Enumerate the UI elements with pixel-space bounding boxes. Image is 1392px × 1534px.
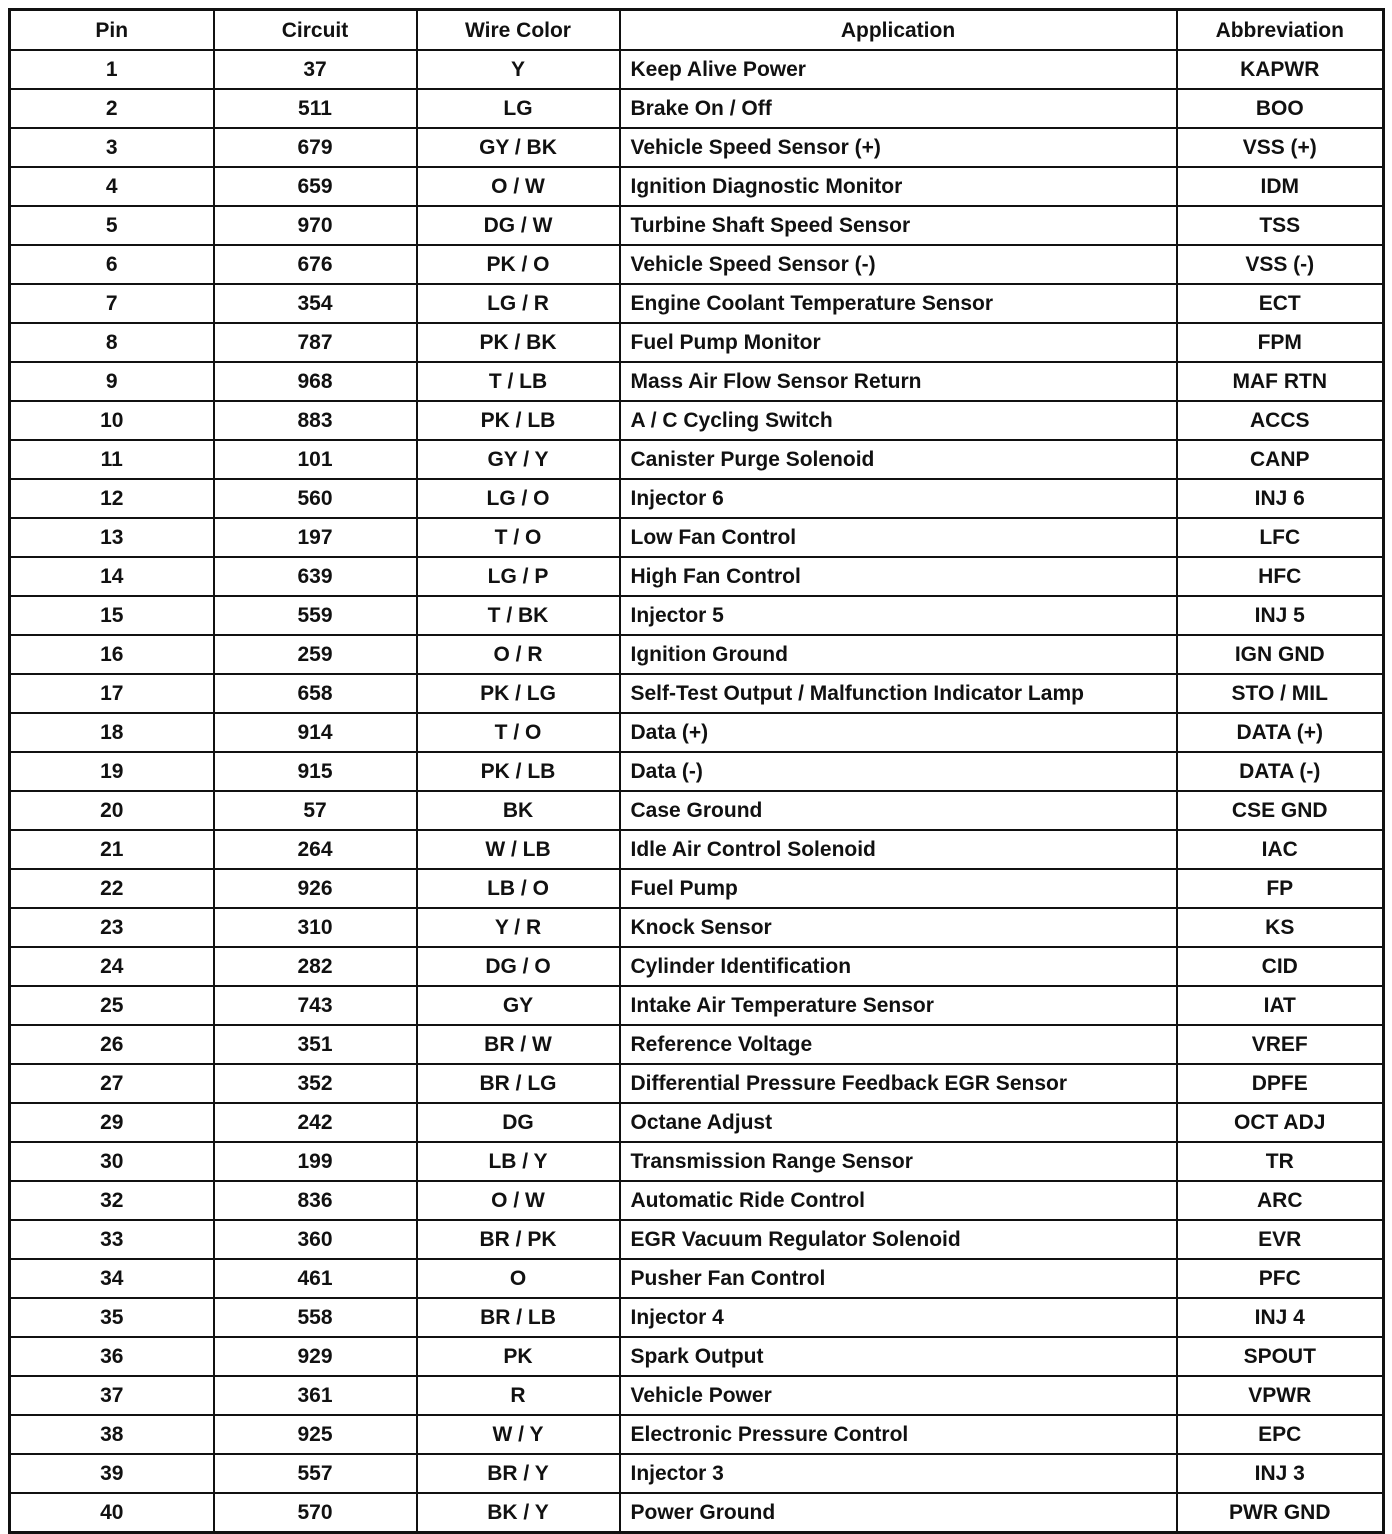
wire-color-cell: PK — [417, 1337, 620, 1376]
pin-cell: 38 — [10, 1415, 214, 1454]
table-row — [10, 1103, 1384, 1142]
wire-color-cell: BR / W — [417, 1025, 620, 1064]
application-cell: Differential Pressure Feedback EGR Sensor — [620, 1064, 1177, 1103]
circuit-cell: 926 — [214, 869, 417, 908]
abbreviation-cell: PWR GND — [1177, 1493, 1384, 1533]
circuit-cell: 970 — [214, 206, 417, 245]
wire-color-cell: W / Y — [417, 1415, 620, 1454]
application-cell: EGR Vacuum Regulator Solenoid — [620, 1220, 1177, 1259]
abbreviation-cell: OCT ADJ — [1177, 1103, 1384, 1142]
abbreviation-cell: ECT — [1177, 284, 1384, 323]
circuit-cell: 360 — [214, 1220, 417, 1259]
pin-cell: 24 — [10, 947, 214, 986]
pin-cell: 32 — [10, 1181, 214, 1220]
application-cell: A / C Cycling Switch — [620, 401, 1177, 440]
wire-color-cell: LB / Y — [417, 1142, 620, 1181]
wire-color-cell: O / R — [417, 635, 620, 674]
abbreviation-cell: IGN GND — [1177, 635, 1384, 674]
application-cell: Pusher Fan Control — [620, 1259, 1177, 1298]
circuit-cell: 929 — [214, 1337, 417, 1376]
table-row — [10, 1064, 1384, 1103]
table-row — [10, 1415, 1384, 1454]
wire-color-cell: PK / BK — [417, 323, 620, 362]
table-row — [10, 284, 1384, 323]
application-cell: Vehicle Power — [620, 1376, 1177, 1415]
pin-cell: 17 — [10, 674, 214, 713]
abbreviation-cell: ACCS — [1177, 401, 1384, 440]
wire-color-cell: O / W — [417, 1181, 620, 1220]
application-cell: High Fan Control — [620, 557, 1177, 596]
table-row — [10, 1298, 1384, 1337]
application-cell: Data (-) — [620, 752, 1177, 791]
circuit-cell: 557 — [214, 1454, 417, 1493]
circuit-cell: 197 — [214, 518, 417, 557]
circuit-cell: 836 — [214, 1181, 417, 1220]
circuit-cell: 264 — [214, 830, 417, 869]
pin-cell: 6 — [10, 245, 214, 284]
pin-cell: 36 — [10, 1337, 214, 1376]
wire-color-cell: DG / O — [417, 947, 620, 986]
pin-cell: 37 — [10, 1376, 214, 1415]
table-row — [10, 89, 1384, 128]
pin-cell: 19 — [10, 752, 214, 791]
circuit-cell: 199 — [214, 1142, 417, 1181]
table-row — [10, 479, 1384, 518]
circuit-cell: 915 — [214, 752, 417, 791]
application-cell: Injector 4 — [620, 1298, 1177, 1337]
header-application: Application — [620, 10, 1177, 51]
table-row — [10, 206, 1384, 245]
table-row — [10, 50, 1384, 89]
circuit-cell: 925 — [214, 1415, 417, 1454]
pin-cell: 39 — [10, 1454, 214, 1493]
circuit-cell: 787 — [214, 323, 417, 362]
wire-color-cell: BR / Y — [417, 1454, 620, 1493]
circuit-cell: 354 — [214, 284, 417, 323]
pin-cell: 26 — [10, 1025, 214, 1064]
abbreviation-cell: PFC — [1177, 1259, 1384, 1298]
application-cell: Automatic Ride Control — [620, 1181, 1177, 1220]
application-cell: Cylinder Identification — [620, 947, 1177, 986]
pin-cell: 20 — [10, 791, 214, 830]
table-row — [10, 635, 1384, 674]
header-abbreviation: Abbreviation — [1177, 10, 1384, 51]
wire-color-cell: BR / PK — [417, 1220, 620, 1259]
pin-cell: 29 — [10, 1103, 214, 1142]
abbreviation-cell: FPM — [1177, 323, 1384, 362]
application-cell: Reference Voltage — [620, 1025, 1177, 1064]
wire-color-cell: PK / LG — [417, 674, 620, 713]
application-cell: Keep Alive Power — [620, 50, 1177, 89]
pin-cell: 21 — [10, 830, 214, 869]
abbreviation-cell: EVR — [1177, 1220, 1384, 1259]
circuit-cell: 743 — [214, 986, 417, 1025]
circuit-cell: 558 — [214, 1298, 417, 1337]
table-row — [10, 947, 1384, 986]
table-row — [10, 128, 1384, 167]
abbreviation-cell: VPWR — [1177, 1376, 1384, 1415]
circuit-cell: 914 — [214, 713, 417, 752]
pin-cell: 12 — [10, 479, 214, 518]
application-cell: Vehicle Speed Sensor (-) — [620, 245, 1177, 284]
application-cell: Fuel Pump Monitor — [620, 323, 1177, 362]
wire-color-cell: O — [417, 1259, 620, 1298]
table-row — [10, 1493, 1384, 1533]
circuit-cell: 259 — [214, 635, 417, 674]
pin-cell: 3 — [10, 128, 214, 167]
abbreviation-cell: INJ 3 — [1177, 1454, 1384, 1493]
application-cell: Engine Coolant Temperature Sensor — [620, 284, 1177, 323]
application-cell: Canister Purge Solenoid — [620, 440, 1177, 479]
application-cell: Power Ground — [620, 1493, 1177, 1533]
circuit-cell: 560 — [214, 479, 417, 518]
circuit-cell: 559 — [214, 596, 417, 635]
pin-cell: 35 — [10, 1298, 214, 1337]
pin-cell: 1 — [10, 50, 214, 89]
wire-color-cell: Y — [417, 50, 620, 89]
circuit-cell: 883 — [214, 401, 417, 440]
table-row — [10, 167, 1384, 206]
wire-color-cell: T / BK — [417, 596, 620, 635]
abbreviation-cell: BOO — [1177, 89, 1384, 128]
abbreviation-cell: VSS (-) — [1177, 245, 1384, 284]
abbreviation-cell: HFC — [1177, 557, 1384, 596]
wire-color-cell: R — [417, 1376, 620, 1415]
pin-cell: 11 — [10, 440, 214, 479]
table-row — [10, 323, 1384, 362]
wire-color-cell: DG / W — [417, 206, 620, 245]
circuit-cell: 101 — [214, 440, 417, 479]
wire-color-cell: LG / R — [417, 284, 620, 323]
wire-color-cell: LG / P — [417, 557, 620, 596]
application-cell: Idle Air Control Solenoid — [620, 830, 1177, 869]
wire-color-cell: LB / O — [417, 869, 620, 908]
table-row — [10, 401, 1384, 440]
pin-cell: 22 — [10, 869, 214, 908]
pin-cell: 40 — [10, 1493, 214, 1533]
table-row — [10, 1454, 1384, 1493]
application-cell: Low Fan Control — [620, 518, 1177, 557]
header-row — [10, 10, 1384, 51]
application-cell: Intake Air Temperature Sensor — [620, 986, 1177, 1025]
circuit-cell: 352 — [214, 1064, 417, 1103]
table-row — [10, 908, 1384, 947]
abbreviation-cell: LFC — [1177, 518, 1384, 557]
abbreviation-cell: DPFE — [1177, 1064, 1384, 1103]
table-row — [10, 674, 1384, 713]
pin-cell: 25 — [10, 986, 214, 1025]
wire-color-cell: W / LB — [417, 830, 620, 869]
pin-cell: 30 — [10, 1142, 214, 1181]
application-cell: Ignition Ground — [620, 635, 1177, 674]
circuit-cell: 658 — [214, 674, 417, 713]
header-circuit: Circuit — [214, 10, 417, 51]
circuit-cell: 57 — [214, 791, 417, 830]
table-row — [10, 440, 1384, 479]
wire-color-cell: Y / R — [417, 908, 620, 947]
application-cell: Data (+) — [620, 713, 1177, 752]
abbreviation-cell: INJ 4 — [1177, 1298, 1384, 1337]
circuit-cell: 639 — [214, 557, 417, 596]
wire-color-cell: BK / Y — [417, 1493, 620, 1533]
pin-cell: 10 — [10, 401, 214, 440]
wire-color-cell: PK / O — [417, 245, 620, 284]
wire-color-cell: BK — [417, 791, 620, 830]
wire-color-cell: BR / LG — [417, 1064, 620, 1103]
circuit-cell: 361 — [214, 1376, 417, 1415]
application-cell: Turbine Shaft Speed Sensor — [620, 206, 1177, 245]
table-row — [10, 713, 1384, 752]
table-row — [10, 557, 1384, 596]
table-row — [10, 830, 1384, 869]
abbreviation-cell: DATA (+) — [1177, 713, 1384, 752]
abbreviation-cell: MAF RTN — [1177, 362, 1384, 401]
application-cell: Knock Sensor — [620, 908, 1177, 947]
pin-cell: 34 — [10, 1259, 214, 1298]
wire-color-cell: GY / BK — [417, 128, 620, 167]
wire-color-cell: GY — [417, 986, 620, 1025]
application-cell: Mass Air Flow Sensor Return — [620, 362, 1177, 401]
table-row — [10, 1025, 1384, 1064]
abbreviation-cell: VREF — [1177, 1025, 1384, 1064]
wire-color-cell: O / W — [417, 167, 620, 206]
circuit-cell: 511 — [214, 89, 417, 128]
header-pin: Pin — [10, 10, 214, 51]
header-wire-color: Wire Color — [417, 10, 620, 51]
table-row — [10, 1376, 1384, 1415]
abbreviation-cell: CANP — [1177, 440, 1384, 479]
abbreviation-cell: FP — [1177, 869, 1384, 908]
table-row — [10, 869, 1384, 908]
table-row — [10, 1142, 1384, 1181]
pin-cell: 4 — [10, 167, 214, 206]
pin-cell: 14 — [10, 557, 214, 596]
circuit-cell: 242 — [214, 1103, 417, 1142]
table-row — [10, 518, 1384, 557]
pin-cell: 7 — [10, 284, 214, 323]
application-cell: Vehicle Speed Sensor (+) — [620, 128, 1177, 167]
abbreviation-cell: DATA (-) — [1177, 752, 1384, 791]
table-row — [10, 362, 1384, 401]
application-cell: Transmission Range Sensor — [620, 1142, 1177, 1181]
abbreviation-cell: EPC — [1177, 1415, 1384, 1454]
pin-cell: 33 — [10, 1220, 214, 1259]
pin-table — [8, 8, 1385, 1534]
circuit-cell: 351 — [214, 1025, 417, 1064]
pin-cell: 5 — [10, 206, 214, 245]
circuit-cell: 659 — [214, 167, 417, 206]
abbreviation-cell: IAT — [1177, 986, 1384, 1025]
circuit-cell: 310 — [214, 908, 417, 947]
wire-color-cell: PK / LB — [417, 752, 620, 791]
application-cell: Electronic Pressure Control — [620, 1415, 1177, 1454]
wire-color-cell: GY / Y — [417, 440, 620, 479]
table-row — [10, 1181, 1384, 1220]
wire-color-cell: T / LB — [417, 362, 620, 401]
circuit-cell: 461 — [214, 1259, 417, 1298]
abbreviation-cell: STO / MIL — [1177, 674, 1384, 713]
pin-cell: 18 — [10, 713, 214, 752]
table-row — [10, 986, 1384, 1025]
table-row — [10, 596, 1384, 635]
abbreviation-cell: TSS — [1177, 206, 1384, 245]
table-row — [10, 752, 1384, 791]
pin-rows — [10, 50, 1384, 1533]
circuit-cell: 570 — [214, 1493, 417, 1533]
application-cell: Octane Adjust — [620, 1103, 1177, 1142]
abbreviation-cell: VSS (+) — [1177, 128, 1384, 167]
pin-cell: 2 — [10, 89, 214, 128]
wire-color-cell: DG — [417, 1103, 620, 1142]
wire-color-cell: T / O — [417, 518, 620, 557]
circuit-cell: 37 — [214, 50, 417, 89]
circuit-cell: 282 — [214, 947, 417, 986]
table-row — [10, 791, 1384, 830]
wire-color-cell: BR / LB — [417, 1298, 620, 1337]
application-cell: Injector 3 — [620, 1454, 1177, 1493]
circuit-cell: 968 — [214, 362, 417, 401]
application-cell: Fuel Pump — [620, 869, 1177, 908]
pin-cell: 15 — [10, 596, 214, 635]
table-row — [10, 1337, 1384, 1376]
pin-cell: 8 — [10, 323, 214, 362]
abbreviation-cell: KAPWR — [1177, 50, 1384, 89]
abbreviation-cell: KS — [1177, 908, 1384, 947]
table-row — [10, 245, 1384, 284]
table-row — [10, 1220, 1384, 1259]
pin-cell: 9 — [10, 362, 214, 401]
abbreviation-cell: CID — [1177, 947, 1384, 986]
wire-color-cell: LG / O — [417, 479, 620, 518]
application-cell: Spark Output — [620, 1337, 1177, 1376]
pin-cell: 23 — [10, 908, 214, 947]
application-cell: Self-Test Output / Malfunction Indicator Lamp — [620, 674, 1177, 713]
application-cell: Brake On / Off — [620, 89, 1177, 128]
abbreviation-cell: INJ 6 — [1177, 479, 1384, 518]
circuit-cell: 679 — [214, 128, 417, 167]
wire-color-cell: LG — [417, 89, 620, 128]
abbreviation-cell: CSE GND — [1177, 791, 1384, 830]
pin-cell: 27 — [10, 1064, 214, 1103]
pin-cell: 13 — [10, 518, 214, 557]
abbreviation-cell: INJ 5 — [1177, 596, 1384, 635]
application-cell: Injector 5 — [620, 596, 1177, 635]
pin-cell: 16 — [10, 635, 214, 674]
abbreviation-cell: ARC — [1177, 1181, 1384, 1220]
wire-color-cell: PK / LB — [417, 401, 620, 440]
application-cell: Case Ground — [620, 791, 1177, 830]
abbreviation-cell: IDM — [1177, 167, 1384, 206]
table-row — [10, 1259, 1384, 1298]
application-cell: Injector 6 — [620, 479, 1177, 518]
application-cell: Ignition Diagnostic Monitor — [620, 167, 1177, 206]
circuit-cell: 676 — [214, 245, 417, 284]
abbreviation-cell: TR — [1177, 1142, 1384, 1181]
abbreviation-cell: IAC — [1177, 830, 1384, 869]
wire-color-cell: T / O — [417, 713, 620, 752]
abbreviation-cell: SPOUT — [1177, 1337, 1384, 1376]
